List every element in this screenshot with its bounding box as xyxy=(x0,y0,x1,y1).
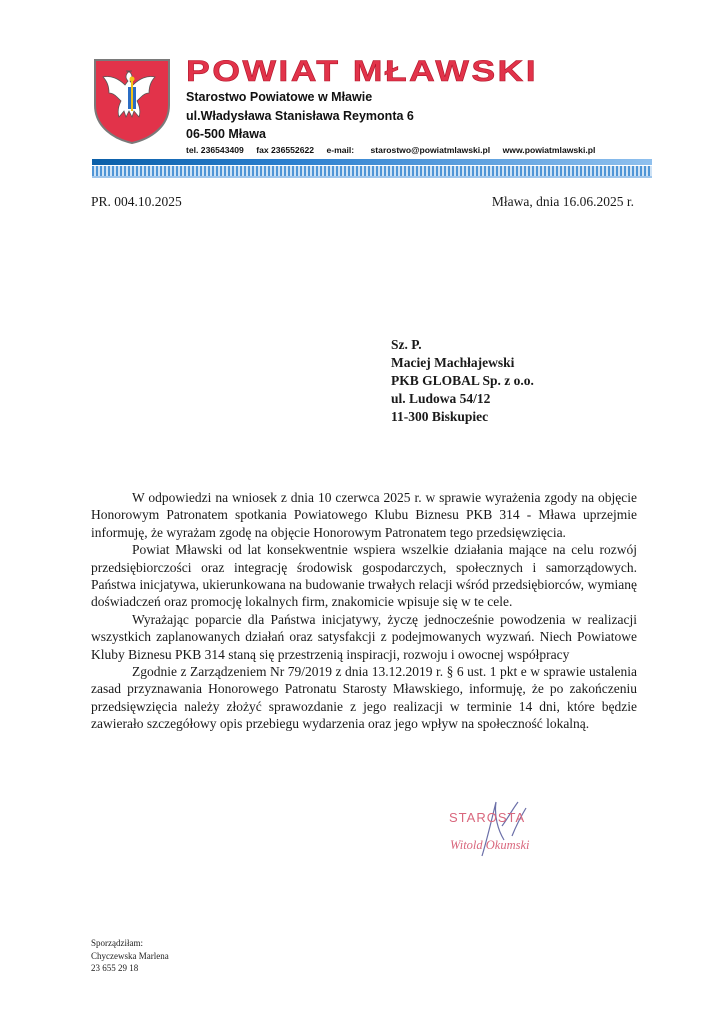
recipient-salutation: Sz. P. xyxy=(391,337,422,352)
letterhead-email-label: e-mail: xyxy=(326,145,355,155)
prepared-phone: 23 655 29 18 xyxy=(91,963,139,973)
prepared-label: Sporządziłam: xyxy=(91,938,143,948)
recipient-street: ul. Ludowa 54/12 xyxy=(391,391,491,406)
prepared-by xyxy=(91,937,169,975)
body-paragraph: Powiat Mławski od lat konsekwentnie wspiera wszelkie działania mające na celu rozwój przedsiębiorczości oraz integrację środowisk gospodarczych, społecznych i samorządowych. Państwa inicjatywa, ukierunkowana na budowanie trwałych relacji wśród przedsiębiorców, wymianę doświadczeń oraz promocję lokalnych firm, znakomicie wpisuje się w te cele. xyxy=(91,542,637,610)
letterhead-tel: tel. 236543409 xyxy=(186,145,244,155)
letterhead-website: www.powiatmlawski.pl xyxy=(502,145,596,155)
letterhead-rule xyxy=(92,159,652,165)
letterhead-rule-bottom xyxy=(92,176,652,178)
letterhead-title xyxy=(184,53,564,89)
letterhead-city: 06-500 Mława xyxy=(186,127,266,141)
body-paragraph: W odpowiedzi na wniosek z dnia 10 czerwca 2025 r. w sprawie wyrażenia zgody na objęcie Honorowym Patronatem spotkania Powiatowego Klubu Biznesu PKB 314 - Mława uprzejmie informuję, że wyrażam zgodę na objęcie Honorowym Patronatem tego przedsięwzięcia. xyxy=(91,490,637,540)
signature-scribble-icon xyxy=(442,796,572,866)
letterhead-email: starostwo@powiatmlawski.pl xyxy=(370,145,491,155)
letterhead-street: ul.Władysława Stanisława Reymonta 6 xyxy=(186,109,414,123)
body-paragraph: Zgodnie z Zarządzeniem Nr 79/2019 z dnia 13.12.2019 r. § 6 ust. 1 pkt e w sprawie ustalenia zasad przyznawania Honorowego Patronatu Starosty Mławskiego, informuję, że po zakończeniu przedsięwzięcia należy złożyć sprawozdanie z jego realizacji w terminie 14 dni, które będzie zawierało szczegółowy opis przebiegu wydarzenia oraz jego wpływ na społeczność lokalną. xyxy=(91,664,637,732)
prepared-name: Chyczewska Marlena xyxy=(91,950,169,961)
recipient-city: 11-300 Biskupiec xyxy=(391,409,489,424)
recipient-address xyxy=(391,336,534,426)
coat-of-arms-icon xyxy=(92,57,172,145)
letter-body xyxy=(91,489,637,733)
letter-date: Mława, dnia 16.06.2025 r. xyxy=(491,194,634,209)
letterhead-fax: fax 236552622 xyxy=(256,145,315,155)
letterhead-office: Starostwo Powiatowe w Mławie xyxy=(186,90,373,104)
signature-name: Witold Okumski xyxy=(450,838,530,852)
recipient-company: PKB GLOBAL Sp. z o.o. xyxy=(391,373,534,388)
recipient-name: Maciej Machłajewski xyxy=(391,355,515,370)
letterhead-rule-stripes xyxy=(92,166,652,176)
letterhead-title-text: POWIAT MŁAWSKI xyxy=(186,55,538,88)
signature-title: STAROSTA xyxy=(449,810,526,825)
reference-number: PR. 004.10.2025 xyxy=(91,194,182,209)
body-paragraph: Wyrażając poparcie dla Państwa inicjatywy, życzę jednocześnie powodzenia w realizacji wszystkich zaplanowanych działań oraz satysfakcji z podejmowanych wyzwań. Niech Powiatowe Kluby Biznesu PKB 314 staną się przestrzenią inspiracji, rozwoju i owocnej współpracy xyxy=(91,611,637,662)
letterhead-contact xyxy=(186,145,605,155)
